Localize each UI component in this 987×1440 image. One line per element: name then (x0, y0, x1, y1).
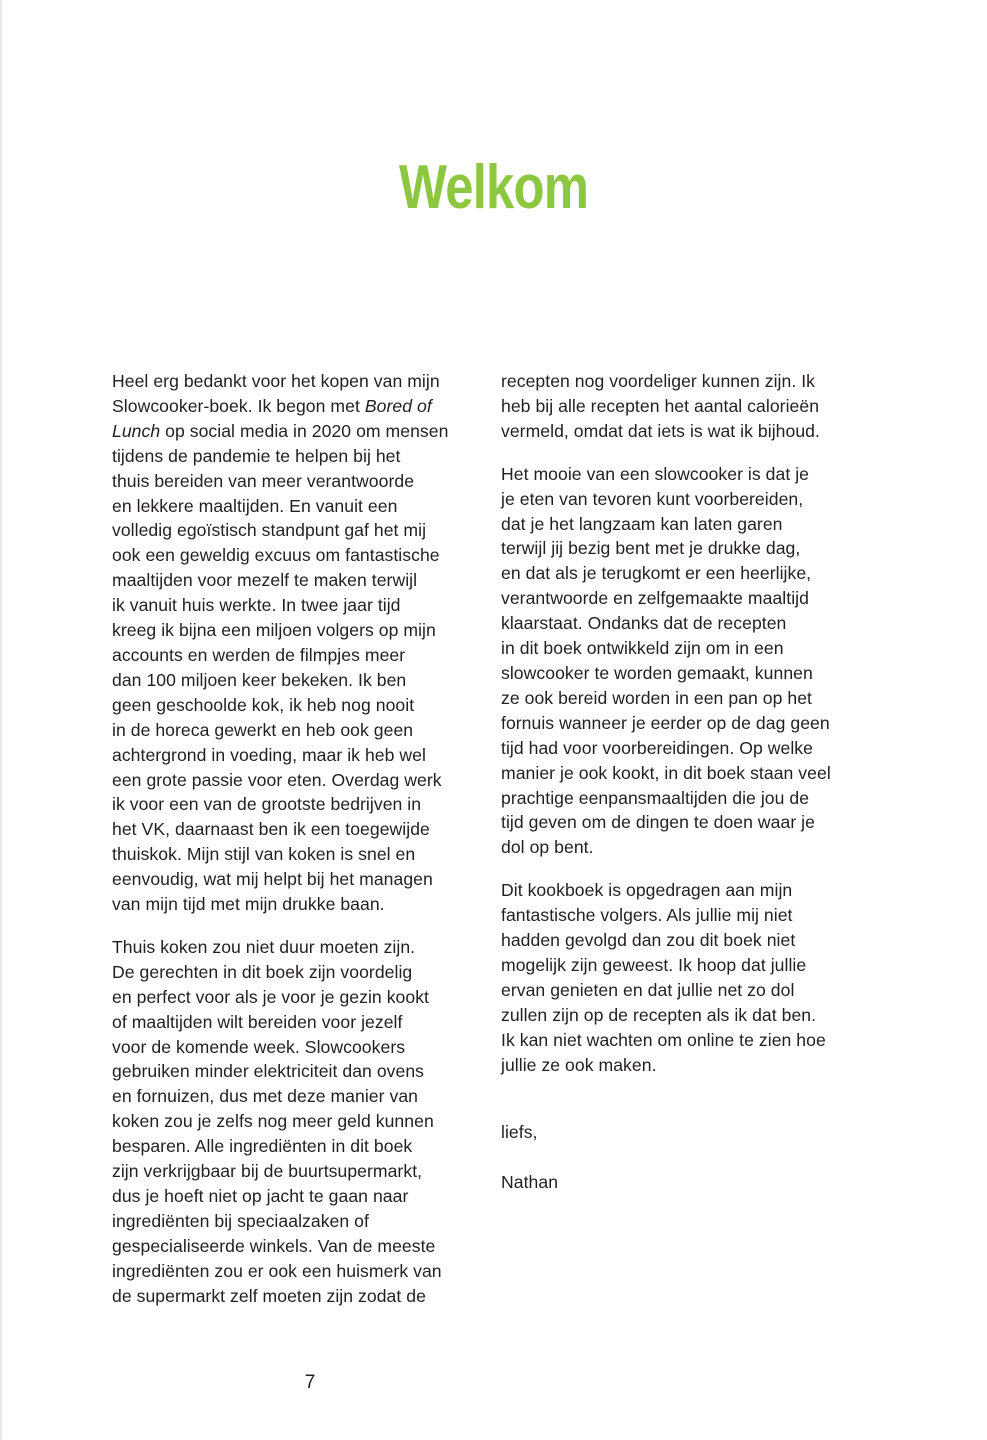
text-line: vermeld, omdat dat iets is wat ik bijhoud. (501, 420, 820, 441)
text-line: verantwoorde en zelfgemaakte maaltijd (501, 588, 809, 609)
text-line: van mijn tijd met mijn drukke baan. (112, 894, 385, 915)
text-line: koken zou je zelfs nog meer geld kunnen (112, 1111, 434, 1132)
text-line: thuis bereiden van meer verantwoorde (112, 470, 415, 491)
text-line: gespecialiseerde winkels. Van de meeste (112, 1235, 436, 1256)
text-line: geen geschoolde kok, ik heb nog nooit (112, 694, 415, 715)
text-line: klaarstaat. Ondanks dat de recepten (501, 613, 787, 634)
text-line: Slowcooker-boek. Ik begon met Bored of (112, 395, 432, 416)
text-line: Thuis koken zou niet duur moeten zijn. (112, 936, 416, 957)
text-line: thuiskok. Mijn stijl van koken is snel en (112, 844, 416, 865)
text-line: of maaltijden wilt bereiden voor jezelf (112, 1011, 403, 1032)
text-line: je eten van tevoren kunt voorbereiden, (501, 488, 804, 509)
text-line: Het mooie van een slowcooker is dat je (501, 463, 809, 484)
text-line: dat je het langzaam kan laten garen (501, 513, 783, 534)
signoff (501, 1095, 871, 1220)
text-line: het VK, daarnaast ben ik een toegewijde (112, 819, 430, 840)
text-line: fornuis wanneer je eerder op de dag geen (501, 712, 830, 733)
text-line: De gerechten in dit boek zijn voordelig (112, 961, 413, 982)
text-line: en fornuizen, dus met deze manier van (112, 1086, 419, 1107)
text-line: tijd geven om de dingen te doen waar je (501, 812, 815, 833)
text-line: recepten nog voordeliger kunnen zijn. Ik (501, 371, 815, 391)
text-line: ervan genieten en dat jullie net zo dol (501, 979, 795, 1000)
text-line: de supermarkt zelf moeten zijn zodat de (112, 1285, 426, 1306)
text-line: dol op bent. (501, 837, 594, 858)
text-line: ook een geweldig excuus om fantastische (112, 545, 440, 566)
text-line: Lunch op social media in 2020 om mensen (112, 420, 449, 441)
text-line: dus je hoeft niet op jacht te gaan naar (112, 1186, 409, 1206)
text-line: heb bij alle recepten het aantal calorieën (501, 395, 820, 416)
text-line: hadden gevolgd dan zou dit boek niet (501, 930, 796, 951)
book-title-italic: Lunch (112, 420, 161, 441)
page-title: Welkom (399, 153, 589, 222)
text-line: zijn verkrijgbaar bij de buurtsupermarkt, (112, 1161, 423, 1182)
text-line: tijdens de pandemie te helpen bij het (112, 445, 401, 466)
text-line: prachtige eenpansmaaltijden die jou de (501, 787, 810, 808)
text-line: jullie ze ook maken. (501, 1054, 657, 1075)
text-line: dan 100 miljoen keer bekeken. Ik ben (112, 669, 407, 690)
body-paragraph (501, 462, 871, 861)
signoff-name: Nathan (501, 1172, 559, 1193)
text-line: voor de komende week. Slowcookers (112, 1036, 406, 1057)
text-line: zullen zijn op de recepten als ik dat ben. (501, 1004, 817, 1025)
text-line: terwijl jij bezig bent met je drukke dag, (501, 538, 801, 559)
text-line: en perfect voor als je voor je gezin kookt (112, 986, 430, 1007)
text-line: een grote passie voor eten. Overdag werk (112, 769, 442, 790)
text-line: manier je ook kookt, in dit boek staan veel (501, 762, 831, 783)
text-line: en dat als je terugkomt er een heerlijke, (501, 563, 812, 584)
body-paragraph (501, 369, 871, 444)
text-line: tijd had voor voorbereidingen. Op welke (501, 737, 813, 758)
body-paragraph (501, 878, 871, 1077)
body-paragraph (112, 935, 482, 1309)
text-line: maaltijden voor mezelf te maken terwijl (112, 570, 418, 591)
text-line: ze ook bereid worden in een pan op het (501, 687, 812, 708)
text-line: Dit kookboek is opgedragen aan mijn (501, 880, 793, 901)
page-number: 7 (304, 1372, 316, 1393)
text-line: Ik kan niet wachten om online te zien hoe (501, 1029, 826, 1050)
signoff-greeting: liefs, (501, 1122, 538, 1143)
text-line: fantastische volgers. Als jullie mij niet (501, 905, 793, 926)
text-line: ingrediënten zou er ook een huismerk van (112, 1260, 442, 1281)
body-paragraph (112, 369, 482, 917)
text-line: mogelijk zijn geweest. Ik hoop dat jullie (501, 954, 807, 975)
page-edge (0, 0, 2, 1440)
text-line: Heel erg bedankt voor het kopen van mijn (112, 371, 440, 391)
text-line: kreeg ik bijna een miljoen volgers op mijn (112, 620, 436, 641)
text-line: achtergrond in voeding, maar ik heb wel (112, 744, 426, 765)
book-title-italic: Bored of (364, 395, 432, 416)
text-line: ik vanuit huis werkte. In twee jaar tijd (112, 595, 401, 616)
text-line: volledig egoïstisch standpunt gaf het mij (112, 520, 427, 541)
left-text-column (112, 369, 482, 1327)
text-line: gebruiken minder elektriciteit dan ovens (112, 1061, 425, 1082)
text-line: in dit boek ontwikkeld zijn om in een (501, 638, 784, 659)
text-line: ingrediënten bij speciaalzaken of (112, 1210, 369, 1231)
text-line: en lekkere maaltijden. En vanuit een (112, 495, 398, 516)
text-line: eenvoudig, wat mij helpt bij het managen (112, 869, 433, 890)
right-text-column (501, 369, 871, 1238)
text-line: ik voor een van de grootste bedrijven in (112, 794, 422, 815)
text-line: slowcooker te worden gemaakt, kunnen (501, 662, 813, 683)
text-line: besparen. Alle ingrediënten in dit boek (112, 1136, 413, 1157)
text-line: accounts en werden de filmpjes meer (112, 644, 406, 665)
text-line: in de horeca gewerkt en heb ook geen (112, 719, 414, 740)
